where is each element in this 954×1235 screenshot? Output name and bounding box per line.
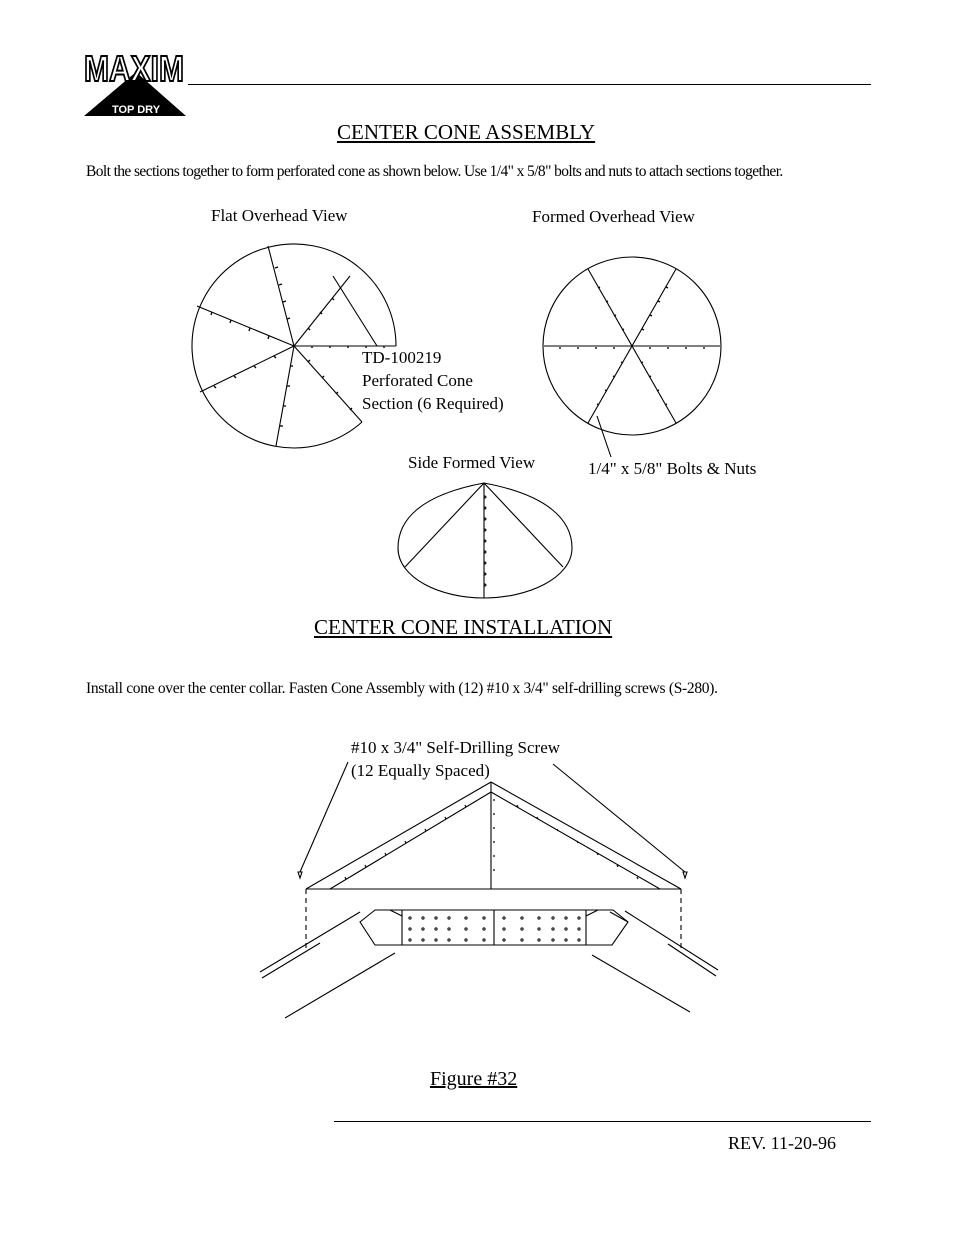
logo-subtext: TOP DRY bbox=[111, 104, 161, 116]
figure-label: Figure #32 bbox=[430, 1068, 518, 1090]
screw-spec: #10 x 3/4" Self-Drilling Screw bbox=[351, 738, 561, 757]
installation-instruction: Install cone over the center collar. Fasten Cone Assembly with (12) #10 x 3/4" self-drilling screws (S-280). bbox=[86, 680, 718, 697]
screw-spacing: (12 Equally Spaced) bbox=[351, 761, 490, 780]
side-view-label: Side Formed View bbox=[408, 453, 536, 472]
formed-view-label: Formed Overhead View bbox=[532, 207, 695, 226]
part-quantity: Section (6 Required) bbox=[362, 394, 504, 413]
part-label bbox=[362, 346, 504, 415]
svg-text:MAXIM: MAXIM bbox=[84, 48, 184, 89]
installation-drawing bbox=[260, 762, 718, 1018]
part-number: TD-100219 bbox=[362, 348, 442, 367]
flat-view-label: Flat Overhead View bbox=[211, 206, 348, 225]
revision-label: REV. 11-20-96 bbox=[728, 1133, 836, 1153]
header-rule bbox=[188, 84, 871, 85]
assembly-instruction: Bolt the sections together to form perforated cone as shown below. Use 1/4" x 5/8" bolts and nuts to attach sections together. bbox=[86, 163, 783, 180]
bolts-label: 1/4" x 5/8" Bolts & Nuts bbox=[588, 459, 757, 478]
footer-rule bbox=[334, 1121, 871, 1122]
assembly-title: CENTER CONE ASSEMBLY bbox=[337, 120, 596, 144]
maxim-logo bbox=[84, 50, 188, 118]
installation-title: CENTER CONE INSTALLATION bbox=[314, 615, 613, 639]
formed-overhead-view bbox=[543, 257, 721, 457]
logo-graphic bbox=[84, 50, 188, 118]
part-name: Perforated Cone bbox=[362, 371, 473, 390]
side-formed-view bbox=[398, 483, 572, 598]
screw-label bbox=[351, 736, 560, 782]
